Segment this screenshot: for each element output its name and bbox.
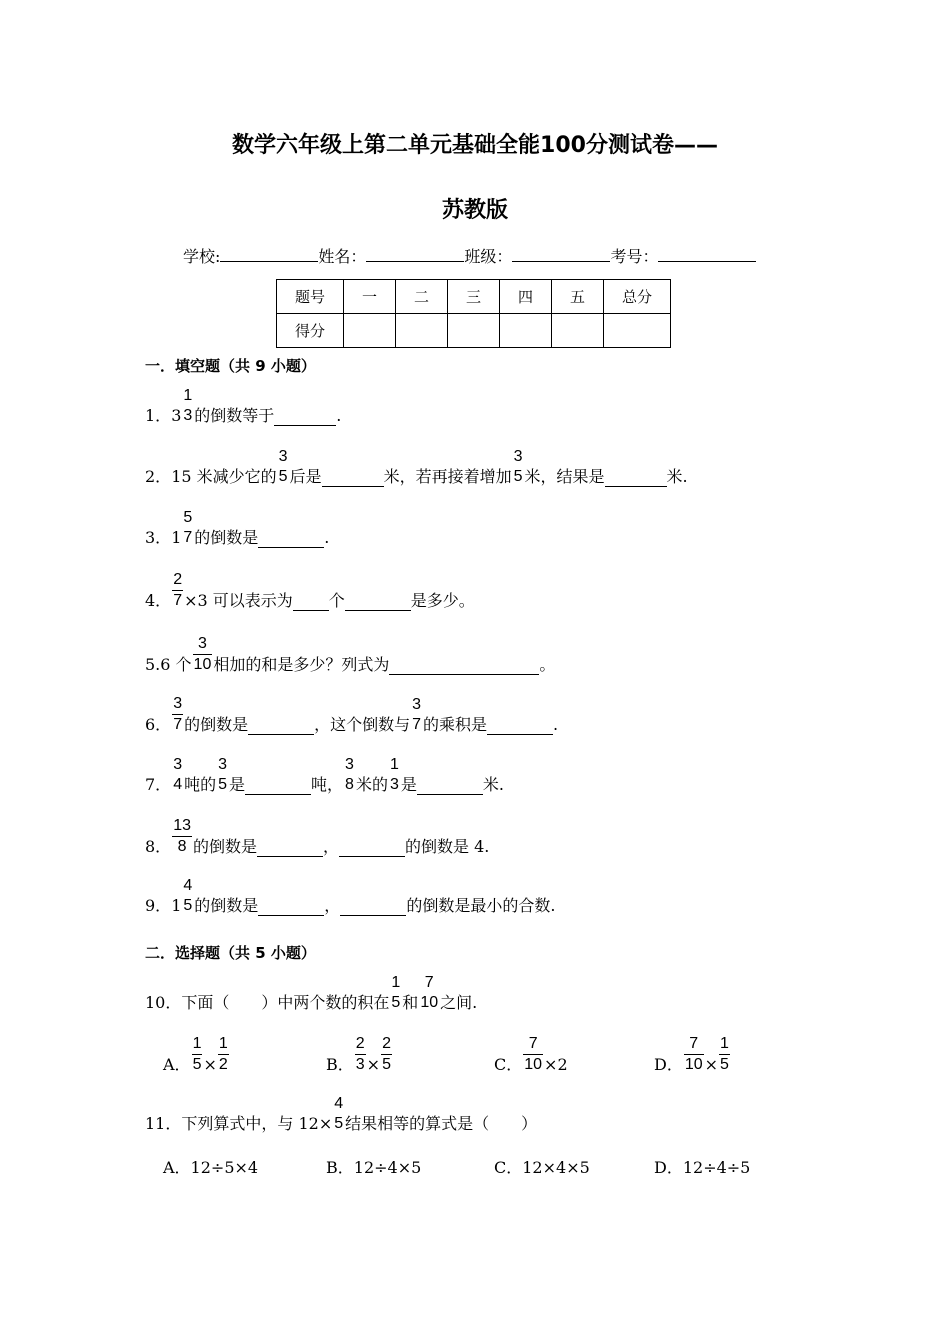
- whole-number: 1: [171, 528, 182, 547]
- score-header-cell: 一: [344, 280, 396, 314]
- score-cell[interactable]: [552, 314, 604, 348]
- question-number: 2．: [145, 467, 172, 486]
- score-header-cell: 三: [448, 280, 500, 314]
- fraction: 5 7: [183, 509, 193, 546]
- fraction: 1 5: [391, 974, 401, 1011]
- answer-blank[interactable]: [345, 592, 411, 611]
- fraction: $\frac{2}{3}$: [355, 1035, 365, 1073]
- score-table-score-row: [277, 314, 671, 348]
- score-cell[interactable]: [448, 314, 500, 348]
- question-number: 7．: [145, 775, 172, 794]
- fraction: 3 5: [278, 448, 288, 485]
- question-4: 4． $\frac{2}{7}$ ×3 可以表示为 个 是多少。: [145, 571, 475, 610]
- question-number: 1．: [145, 406, 172, 425]
- answer-blank[interactable]: [340, 897, 406, 916]
- option-c[interactable]: C． $\frac{7}{10}$ ×2: [494, 1035, 568, 1074]
- score-table: [276, 279, 671, 348]
- answer-blank[interactable]: [248, 716, 314, 735]
- school-label: 学校:: [183, 247, 221, 266]
- question-number: 5.: [145, 655, 161, 674]
- question-7: 7． 3 4 吨的 3 5 是 吨， 3 8 米的 1 3 是 米.: [145, 756, 504, 794]
- fraction: $\frac{7}{10}$: [524, 1035, 543, 1073]
- option-d[interactable]: D．12÷4÷5: [654, 1158, 751, 1177]
- fraction: $\frac{2}{5}$: [382, 1035, 391, 1073]
- score-header-cell: 二: [396, 280, 448, 314]
- answer-blank[interactable]: [417, 776, 483, 795]
- answer-blank[interactable]: [257, 838, 323, 857]
- score-cell[interactable]: [396, 314, 448, 348]
- option-c[interactable]: C．12×4×5: [494, 1158, 590, 1177]
- page-title: 数学六年级上第二单元基础全能100分测试卷——: [232, 133, 718, 158]
- question-2: 2．15 米减少它的 3 5 后是 米，若再接着增加 3 5 米，结果是 米.: [145, 448, 688, 486]
- answer-blank[interactable]: [322, 468, 384, 487]
- question-11: 11．下列算式中，与 12× 4 5 结果相等的算式是（ ）: [145, 1095, 538, 1133]
- fraction: $\frac{1}{5}$: [720, 1035, 729, 1073]
- score-header-cell: 题号: [277, 280, 344, 314]
- question-number: 8．: [145, 837, 172, 856]
- section-choice-title: 二．选择题（共 5 小题）: [145, 944, 316, 962]
- score-cell[interactable]: [344, 314, 396, 348]
- fraction: $\frac{1}{2}$: [218, 1035, 228, 1073]
- fraction: $\frac{3}{7}$: [173, 695, 183, 733]
- fraction: 3 5: [218, 756, 228, 793]
- fraction: $\frac{13}{8}$: [173, 817, 191, 855]
- section-fill-blank-title: 一．填空题（共 9 小题）: [145, 357, 316, 375]
- fraction: $\frac{2}{7}$: [173, 571, 183, 609]
- school-field[interactable]: [220, 245, 318, 262]
- question-10: 10．下面（ ）中两个数的积在 1 5 和 7 10 之间.: [145, 974, 478, 1012]
- question-9: 9．1 4 5 的倒数是 ， 的倒数是最小的合数.: [145, 877, 556, 915]
- question-1: 1．3 1 3 的倒数等于 .: [145, 387, 342, 425]
- answer-blank[interactable]: [245, 776, 311, 795]
- answer-blank[interactable]: [605, 468, 667, 487]
- answer-blank[interactable]: [487, 716, 553, 735]
- question-number: 6．: [145, 715, 172, 734]
- score-row-label: 得分: [277, 314, 344, 348]
- answer-blank[interactable]: [258, 529, 324, 548]
- answer-blank[interactable]: [339, 838, 405, 857]
- score-table-header-row: [277, 280, 671, 314]
- option-b[interactable]: B．12÷4×5: [326, 1158, 422, 1177]
- fraction: 3 5: [513, 448, 523, 485]
- option-a[interactable]: A． $\frac{1}{5}$ × $\frac{1}{2}$: [163, 1035, 228, 1074]
- question-number: 11．: [145, 1114, 182, 1133]
- question-3: 3．1 5 7 的倒数是 .: [145, 509, 330, 547]
- score-header-cell: 四: [500, 280, 552, 314]
- fraction: 7 10: [420, 974, 439, 1011]
- question-number: 4．: [145, 591, 172, 610]
- question-6: 6． $\frac{3}{7}$ 的倒数是 ，这个倒数与 3 7 的乘积是 .: [145, 695, 559, 734]
- question-number: 9．: [145, 896, 172, 915]
- fraction: $\frac{3}{10}$: [193, 635, 212, 673]
- fraction: 1 3: [389, 756, 399, 793]
- fraction: 4 5: [183, 877, 193, 914]
- class-field[interactable]: [512, 245, 610, 262]
- page-subtitle: 苏教版: [441, 198, 508, 223]
- option-d[interactable]: D． $\frac{7}{10}$ × $\frac{1}{5}$: [654, 1035, 729, 1074]
- fraction: 3 4: [173, 756, 183, 793]
- fraction: $\frac{1}{5}$: [192, 1035, 202, 1073]
- fraction: 1 3: [183, 387, 193, 424]
- fraction: 3 8: [345, 756, 354, 793]
- student-info-row: [183, 244, 756, 267]
- fraction: 3 7: [412, 696, 422, 733]
- answer-blank[interactable]: [274, 407, 336, 426]
- class-label: 班级：: [464, 247, 513, 266]
- id-field[interactable]: [658, 245, 756, 262]
- question-8: 8． $\frac{13}{8}$ 的倒数是 ， 的倒数是 4.: [145, 817, 490, 856]
- score-cell[interactable]: [604, 314, 671, 348]
- question-number: 10．: [145, 993, 182, 1012]
- option-a[interactable]: A．12÷5×4: [163, 1158, 259, 1177]
- whole-number: 1: [171, 896, 182, 915]
- option-b[interactable]: B． $\frac{2}{3}$ × $\frac{2}{5}$: [326, 1035, 391, 1074]
- name-field[interactable]: [366, 245, 464, 262]
- whole-number: 3: [171, 406, 182, 425]
- id-label: 考号：: [610, 247, 659, 266]
- fraction: 4 5: [334, 1095, 344, 1132]
- score-header-cell: 总分: [604, 280, 671, 314]
- answer-blank[interactable]: [389, 656, 539, 675]
- name-label: 姓名：: [318, 247, 367, 266]
- question-5: 5.6 个 $\frac{3}{10}$ 相加的和是多少？列式为 。: [145, 635, 556, 674]
- score-header-cell: 五: [552, 280, 604, 314]
- answer-blank[interactable]: [293, 592, 329, 611]
- answer-blank[interactable]: [258, 897, 324, 916]
- score-cell[interactable]: [500, 314, 552, 348]
- question-number: 3．: [145, 528, 172, 547]
- fraction: $\frac{7}{10}$: [684, 1035, 703, 1073]
